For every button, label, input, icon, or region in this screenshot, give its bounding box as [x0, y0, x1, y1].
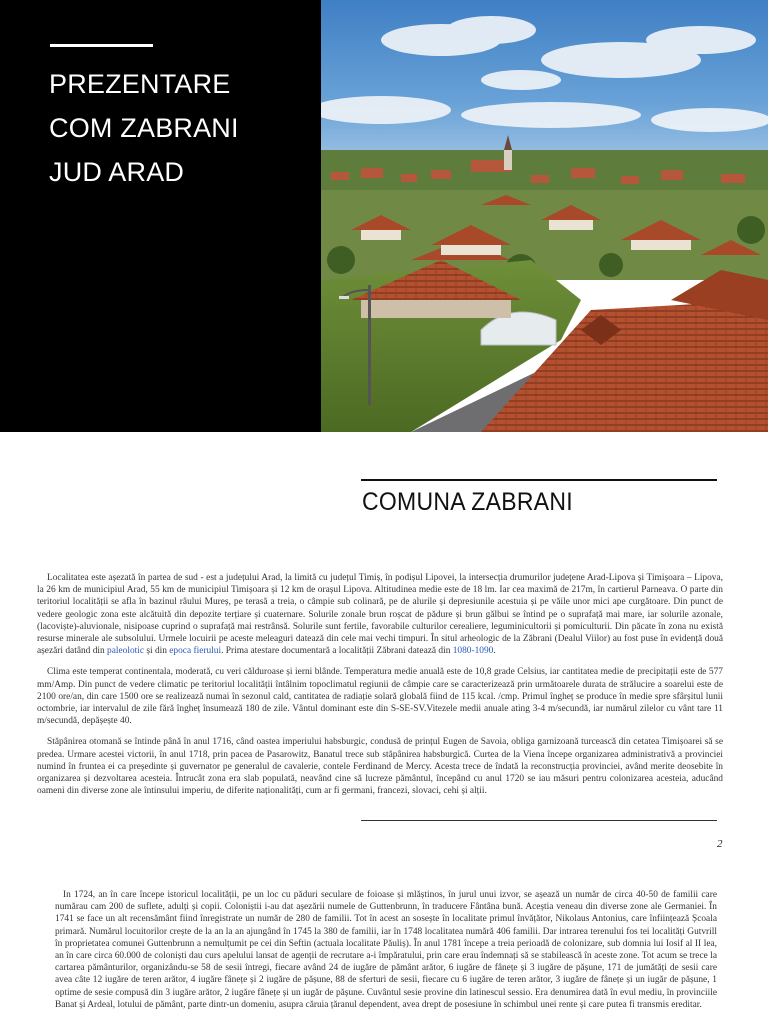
page-title — [49, 62, 239, 194]
link-paleolotic[interactable]: paleolotic — [107, 646, 144, 657]
paragraph-location-text-2: și din — [144, 646, 170, 657]
section-rule-bottom — [361, 820, 717, 821]
title-line-1: PREZENTARE — [49, 69, 231, 99]
paragraph-location-text-3: . Prima atestare documentară a localității Zăbrani datează din — [221, 646, 453, 657]
paragraph-colonization: In 1724, an în care începe istoricul localității, pe un loc cu păduri seculare de foioase și mlăștinos, în jurul unui izvor, se așează un număr de circa 40-50 de familii care numărau cam 200 de suflete, adulți și copii. Coloniștii i-au dat așezării numele de Guttenbrunn, în traducere Fântâna bună. Aceștia veneau din diverse zone ale Germaniei. În 1741 se face un alt recensământ fiind înregistrate un număr de 280 de familii. Tot în acest an sosește în localitate primul învățător, Nikolaus Antonius, care înființează Școala primară. Numărul locuitorilor crește de la an la an ajungând în 1745 la 380 de familii, iar în 1748 localitatea numără 406 familii. Dar intrarea terenului fos tei localități Gutvrill în proprietatea comunei Guttenbrunn a nemulțumit pe cei din Seftin (actuala localitate Păuliș). În anul 1781 începe a treia perioadă de colonizare, sub domnia lui Iosif al II lea, an în care circa 60.000 de coloniști dau curs apelului lansat de agenții de recrutare a-i împăratului, prin care erau îndemnați să se stabilească în aceste zone. Tot acum se trece la cartarea pământurilor, organizându-se 58 de sesii întregi, fiecare având 24 de iugăre de pământ arător, 6 iugăre de fânețe și 3 iugăre de pășune, 171 de jumătăți de sesii care avea câte 12 iugăre de teren arător, 4 iugăre fânețe și 2 iugăre de pășune, 88 de sferturi de sesii, fiecare cu 6 iugăre de teren arător, 3 iugăre de fânețe și un iugăr de pășune, 1 optime de sesie compusă din 3 iugăre arător, 2 iugăre fânețe și un iugăr de pășune. Cuvântul sesie provine din latinescul sessio. Era denumirea dată în evul mediu, în provinciile Banat și Ardeal, lotului de pământ, parte dintr-un domeniu, asupra căruia țăranul dependent, avea drept de posesiune în schimbul unei rente și care putea fi transmis ereditar. — [55, 890, 717, 1010]
paragraph-location-text: Localitatea este așezată în partea de sud - est a județului Arad, la limită cu județul Timiș, în podișul Lipovei, la intersecția drumurilor județene Arad-Lipova și Timișoara – Lipova, la 26 km de municipiul Arad, 55 km de municipiul Timișoara și 12 km de orașul Lipova. Altitudinea medie este de 18 lm. Iar cea maximă de 217m, în cartierul Parneava. O parte din teritoriul localității se afla în bazinul râului Mureș, pe terasă a treia, o câmpie sub colinară, pe de alurile și depresiunile acestuia și pe văile unor mici ape curgătoare. Din punct de vedere geologic zona este alcătuită din depozite terțiare și cuaternare. Solurile zonale brun roșcat de pădure și brun gălbui se întind pe o suprafață mai mare, iar solurile azonale, (lacoviște)-aluvionale, nisipoase cuprind o suprafață mai restrânsă. Solurile sunt fertile, favorabile culturilor cerealiere, leguminicultorii și pomiculturii. Din păcate în zona nu există resurse minerale ale subsolului. Urmele locuirii pe aceste meleaguri datează din cele mai vechi timpuri. În situl arheologic de la Zăbrani (Dealul Viilor) au fost puse în evidență două așezări datând din — [37, 573, 723, 657]
paragraph-history: Stăpânirea otomană se întinde până în anul 1716, când oastea imperiului habsburgic, condusă de prințul Eugen de Savoia, obliga garnizoană turcească din cetatea Timișoarei să se predea. Urmare acestei victorii, în anul 1718, prin pacea de Pasarowitz, Banatul trece sub stăpânirea habsburgică. Curtea de la Viena începe organizarea administrativă a provinciei numind în fruntea ei ca președinte și guvernator pe generalul de cavalerie, contele Ferdinand de Mercy. Acesta trece de îndată la reconstrucția provinciei, având merite deosebite în organizarea și dezvoltarea acesteia. Întrucât zona era slab populată, neavând cine să lucreze pământul, începând cu anul 1720 se iau măsuri pentru colonizarea acesteia, aducând oameni din diverse zone ale întinsului imperiu, de diferite naționalități, cum ar fi germani, francezi, slovaci, cehi și alții. — [37, 737, 723, 797]
page-number: 2 — [717, 838, 723, 850]
link-epoca-fierului[interactable]: epoca fierului — [169, 646, 222, 657]
village-photo — [321, 0, 768, 432]
paragraph-climate: Clima este temperat continentala, moderată, cu veri călduroase și ierni blânde. Temperatura medie anuală este de 10,8 grade Celsius, iar cantitatea medie de precipitații este de 577 mm/Amp. Din punct de vedere climatic pe teritoriul localității întâlnim topoclimatul regiunii de câmpie care se caracterizează prin următoarele durata de strălucire a soarelui este de 2100 ore/an, din care 1500 ore se realizează numai în sezonul cald, cantitatea de radiație solară globală fiind de 115 kcal. /cmp. Primul îngheț se produce în medie spre sfârșitul lunii octombrie, iar intervalul de zile fără îngheț însumează 180 de zile. Vântul dominant este din S-SE-SV.Vitezele medii anuale ating 3-4 m/secundă, iar numărul zilelor cu vânt tare 11 m/secundă, depășește 40. — [37, 667, 723, 727]
title-block — [0, 0, 321, 432]
body-text-page-2 — [55, 889, 717, 1020]
title-line-2: COM ZABRANI — [49, 113, 239, 143]
title-line-3: JUD ARAD — [49, 157, 185, 187]
title-rule — [50, 44, 153, 47]
link-1080-1090[interactable]: 1080-1090 — [452, 646, 494, 657]
paragraph-location-text-4: . — [493, 646, 496, 657]
section-title: COMUNA ZABRANI — [362, 488, 573, 516]
body-text-page-1 — [37, 572, 723, 806]
paragraph-location — [37, 572, 723, 657]
section-rule-top — [361, 479, 717, 481]
